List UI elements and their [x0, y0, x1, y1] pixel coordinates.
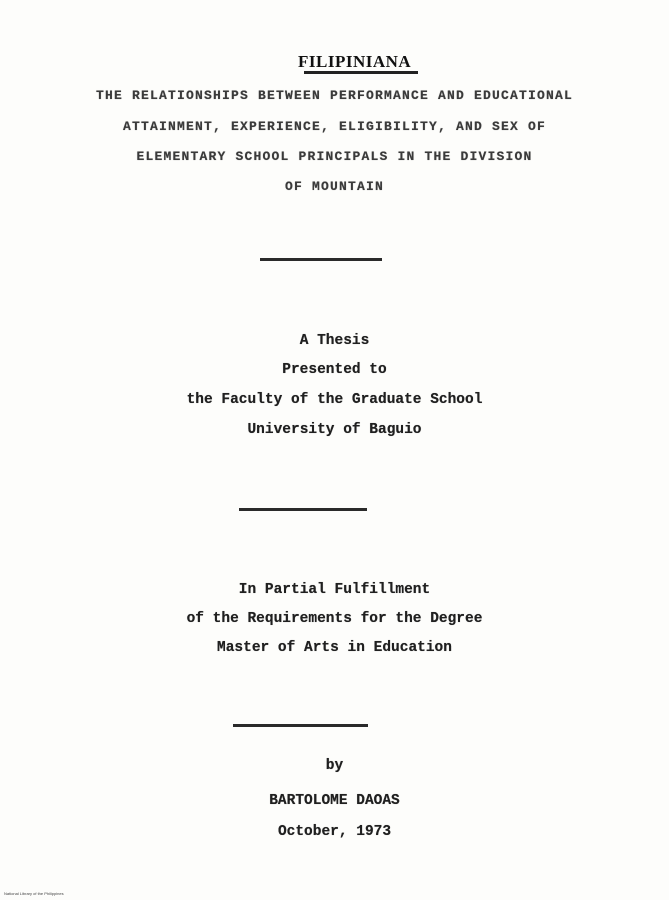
university-line: University of Baguio	[247, 422, 422, 438]
presented-to: Presented to	[282, 362, 387, 378]
title-line-1: THE RELATIONSHIPS BETWEEN PERFORMANCE AND EDUCATIONAL	[95, 88, 574, 103]
divider-rule	[260, 258, 382, 261]
title-line-3: ELEMENTARY SCHOOL PRINCIPALS IN THE DIVISION	[136, 149, 533, 164]
thesis-label: A Thesis	[299, 333, 370, 349]
stamp-underline	[304, 71, 418, 74]
footer-source-text: National Library of the Philippines	[4, 891, 64, 896]
partial-fulfillment-line: In Partial Fulfillment	[238, 582, 431, 598]
filipiniana-stamp	[298, 50, 422, 74]
divider-rule	[239, 508, 367, 511]
divider-rule	[233, 724, 368, 727]
faculty-line: the Faculty of the Graduate School	[186, 392, 483, 408]
title-line-4: OF MOUNTAIN	[284, 179, 384, 194]
stamp-text: FILIPINIANA	[298, 52, 412, 71]
degree-line: Master of Arts in Education	[217, 640, 452, 656]
title-line-2: ATTAINMENT, EXPERIENCE, ELIGIBILITY, AND SEX OF	[122, 119, 547, 134]
by-label: by	[325, 758, 344, 774]
requirements-line: of the Requirements for the Degree	[186, 611, 483, 627]
author-name: BARTOLOME DAOAS	[269, 793, 400, 809]
submission-date: October, 1973	[277, 824, 392, 840]
